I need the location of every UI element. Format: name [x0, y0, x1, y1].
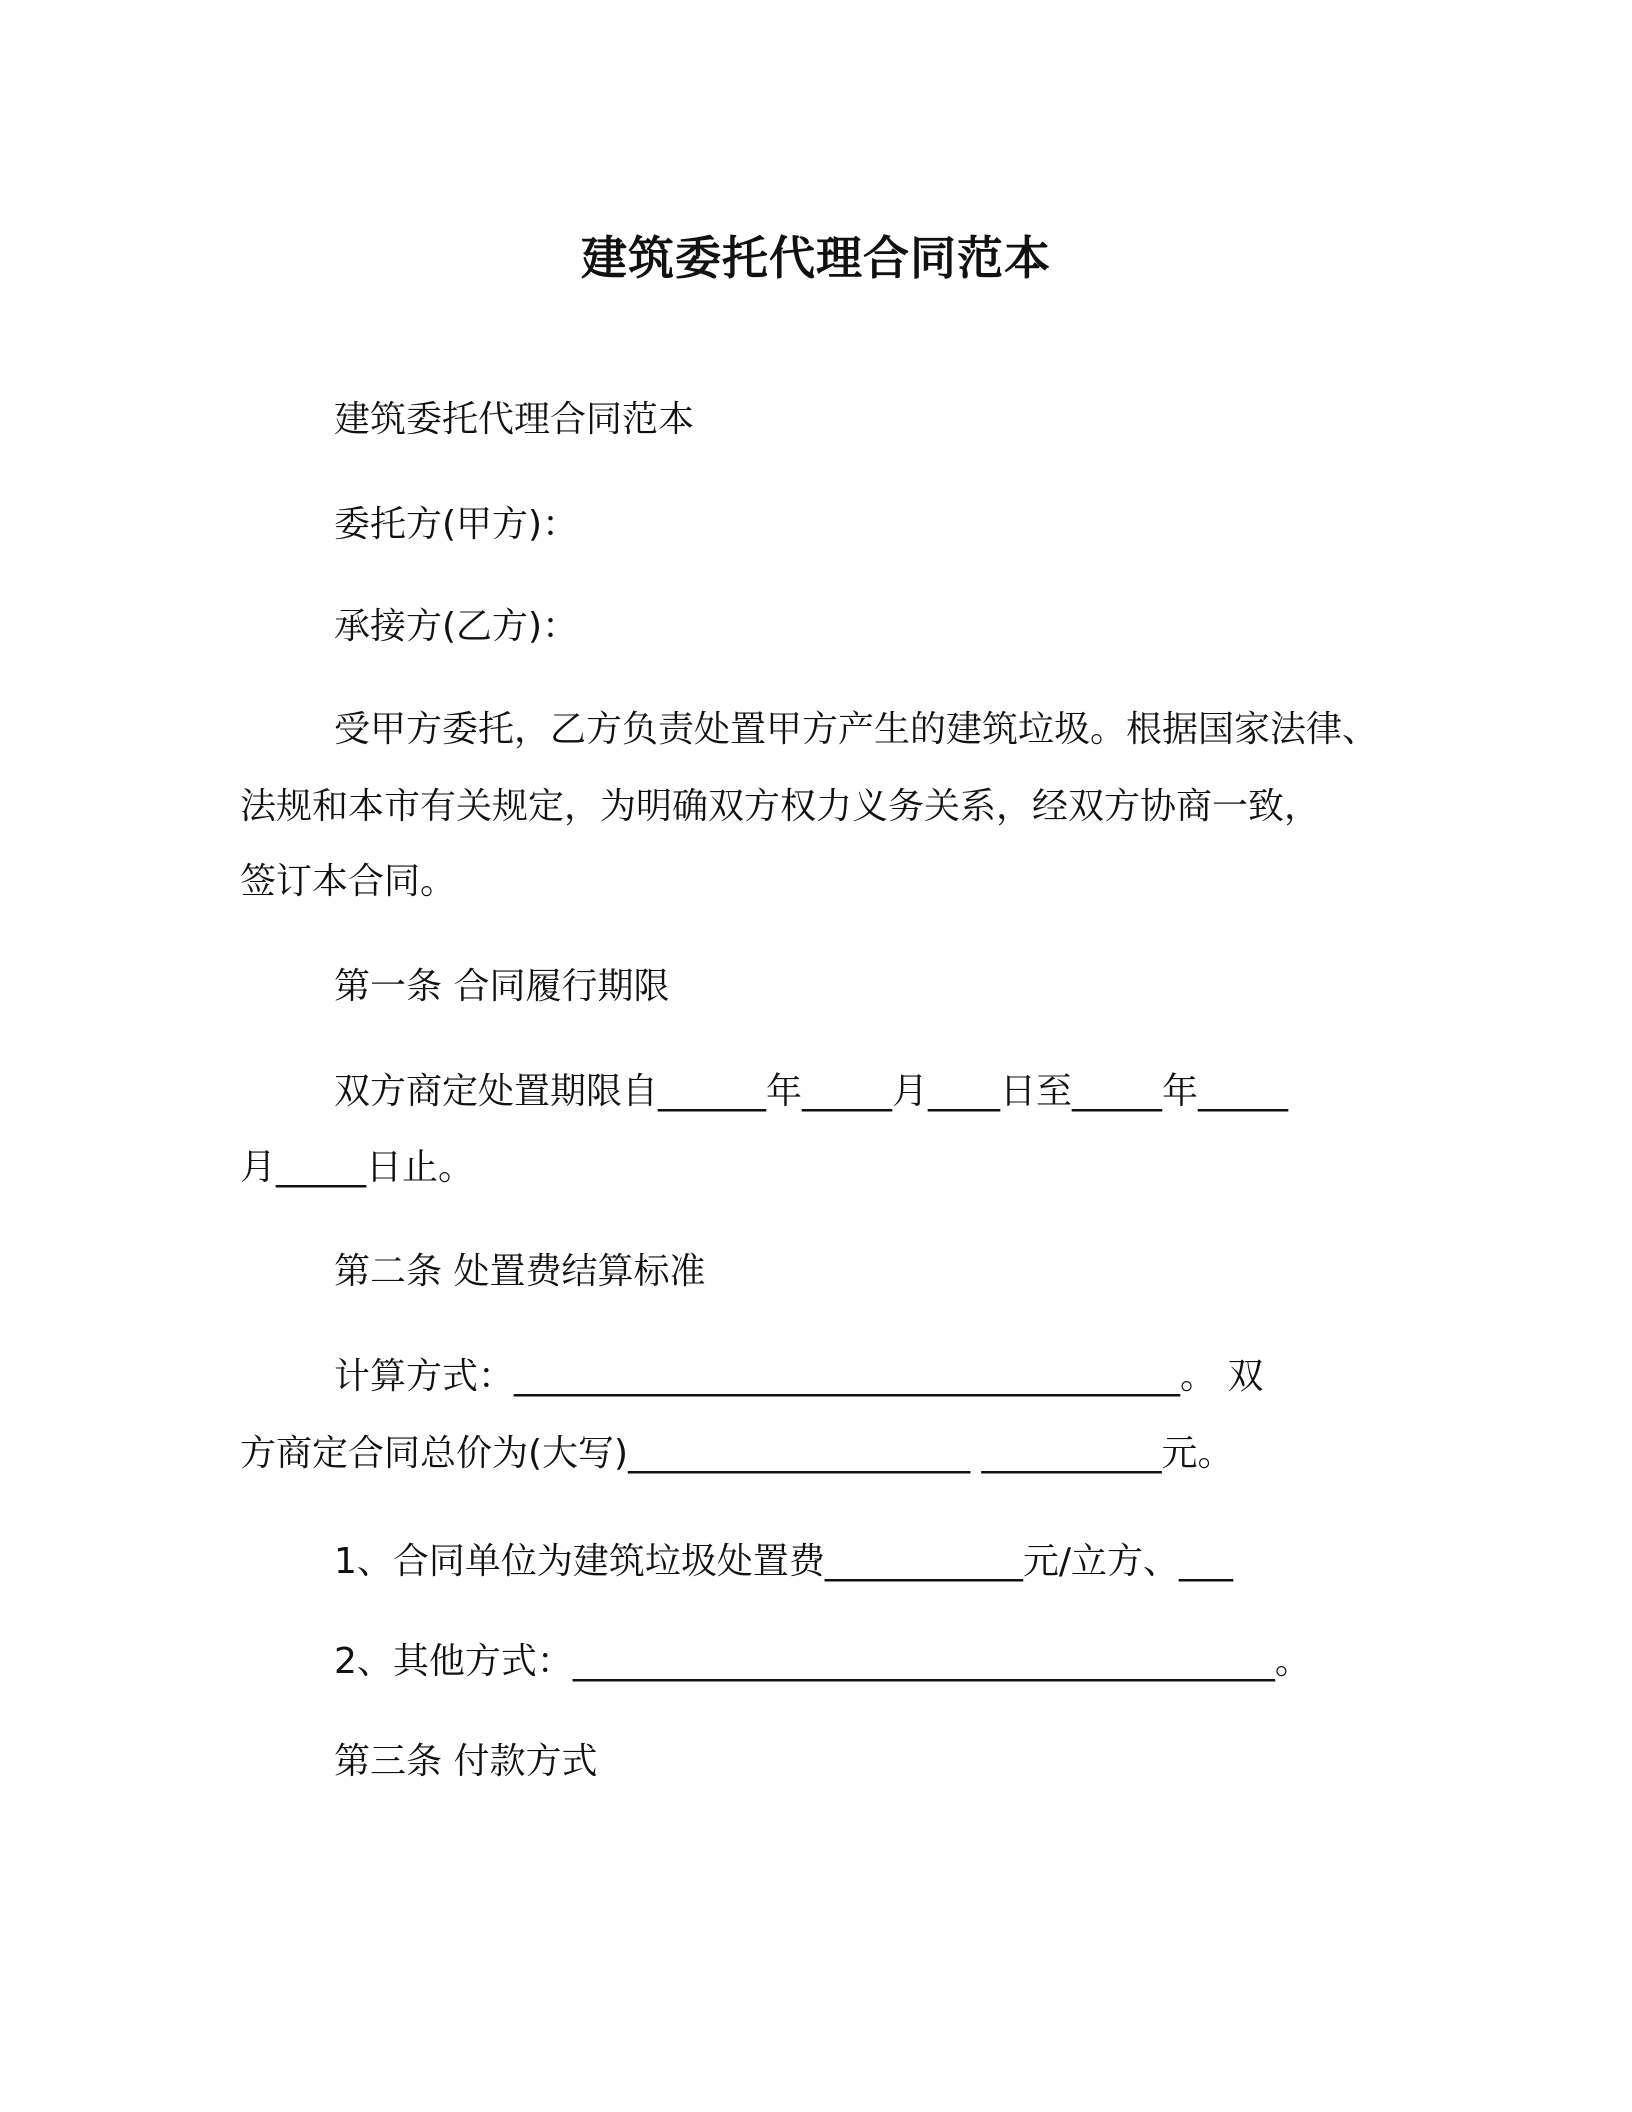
- article-1-text-line-1: 双方商定处置期限自______年_____月____日至_____年_____: [334, 1071, 1289, 1112]
- calculation-method-line-2: 方商定合同总价为(大写)___________________ __________元。: [240, 1433, 1234, 1474]
- intro-paragraph-line-2: 法规和本市有关规定，为明确双方权力义务关系，经双方协商一致，: [240, 786, 1321, 827]
- document-title: 建筑委托代理合同范本: [581, 231, 1051, 285]
- intro-paragraph-line-3: 签订本合同。: [240, 861, 457, 902]
- item-1-line: 1、合同单位为建筑垃圾处置费___________元/立方、___: [334, 1541, 1234, 1582]
- calculation-method-line-1: 计算方式：_____________________________________。 双: [334, 1356, 1264, 1397]
- item-2-line: 2、其他方式：_______________________________________。: [334, 1641, 1311, 1682]
- article-3-heading: 第三条 付款方式: [334, 1741, 598, 1782]
- article-2-heading: 第二条 处置费结算标准: [334, 1251, 706, 1292]
- party-b-line: 承接方(乙方)：: [334, 606, 579, 647]
- article-1-heading: 第一条 合同履行期限: [334, 966, 670, 1007]
- intro-paragraph-line-1: 受甲方委托，乙方负责处置甲方产生的建筑垃圾。根据国家法律、: [334, 709, 1379, 750]
- subtitle-line: 建筑委托代理合同范本: [334, 399, 695, 440]
- article-1-text-line-2: 月_____日止。: [240, 1147, 475, 1188]
- party-a-line: 委托方(甲方)：: [334, 504, 579, 545]
